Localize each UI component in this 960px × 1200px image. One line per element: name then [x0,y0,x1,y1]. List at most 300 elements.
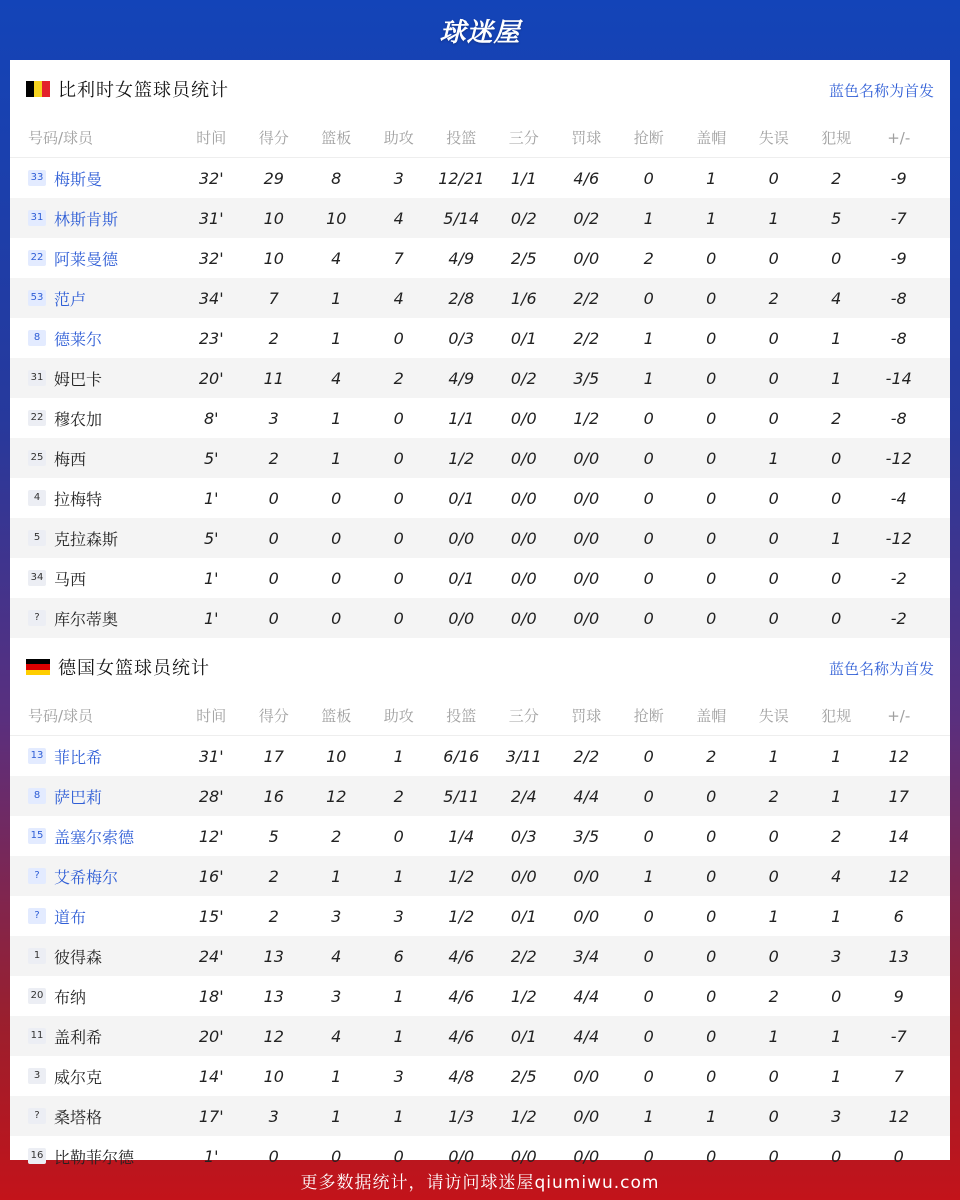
stat-cell: 0 [643,408,654,428]
flag-icon [26,81,50,97]
starter-legend-note: 蓝色名称为首发 [828,660,934,678]
stat-cell: 1 [706,1106,717,1126]
stat-cell: 10 [326,208,347,228]
stat-cell: 0 [331,1146,342,1166]
stat-cell: 2 [393,786,404,806]
stat-cell: 0 [706,568,717,588]
stat-cell: 0 [331,528,342,548]
stat-cell: 1 [831,786,842,806]
stat-cell: 1' [203,488,219,508]
top-bar [0,0,960,60]
stat-cell: -2 [890,608,907,628]
jersey-number-badge: 20 [28,988,46,1004]
stat-cell: 0 [706,408,717,428]
stat-cell: 0/1 [510,328,537,348]
stat-cell: 0/0 [510,448,537,468]
player-row[interactable] [10,558,950,598]
player-row[interactable] [10,598,950,638]
stat-cell: 1 [706,168,717,188]
player-name[interactable]: 穆农加 [54,409,103,429]
player-row[interactable] [10,976,950,1016]
jersey-number-badge: 8 [28,330,46,346]
stat-cell: 23' [198,328,224,348]
stat-cell: 12/21 [438,168,485,188]
stat-cell: 18' [198,986,224,1006]
stat-cell: 0 [393,1146,404,1166]
stat-cell: 1 [643,866,654,886]
stat-cell: 16 [263,786,284,806]
player-cell [10,905,180,928]
stat-cell: 8 [331,168,342,188]
stat-cell: 0 [268,1146,279,1166]
player-name[interactable]: 道布 [54,907,87,927]
stat-cell: 0 [706,448,717,468]
stat-cell: 0 [706,608,717,628]
stat-cell: 4/6 [448,1026,475,1046]
stat-cell: -4 [890,488,907,508]
flag-stripe [42,81,50,97]
player-cell [10,985,180,1008]
column-header: 号码/球员 [28,129,94,147]
player-row[interactable] [10,816,950,856]
stat-cell: 2 [643,248,654,268]
player-row[interactable] [10,518,950,558]
player-cell [10,865,180,888]
starter-legend-note: 蓝色名称为首发 [828,82,934,100]
stat-cell: 2 [768,986,779,1006]
column-header: 失误 [758,129,789,147]
stat-cell: 0 [643,288,654,308]
player-row[interactable] [10,478,950,518]
player-name[interactable]: 比勒菲尔德 [54,1147,135,1167]
stat-cell: 9 [893,986,904,1006]
stat-cell: 7 [268,288,279,308]
stat-cell: 14' [198,1066,224,1086]
stat-cell: 0 [643,168,654,188]
jersey-number-badge: 16 [28,1148,46,1164]
stat-cell: 1 [643,328,654,348]
jersey-number-badge: 34 [28,570,46,586]
stat-cell: 1 [643,1106,654,1126]
player-name[interactable]: 姆巴卡 [54,369,103,389]
stat-cell: 3/11 [505,746,542,766]
stat-cell: 1/2 [573,408,600,428]
stat-cell: 0/0 [510,608,537,628]
jersey-number-badge: 31 [28,210,46,226]
flag-stripe [26,81,34,97]
stat-cell: 4/4 [573,1026,600,1046]
section-title: 德国女篮球员统计 [58,658,210,679]
stat-cell: 2/2 [573,288,600,308]
stat-cell: 31' [198,208,224,228]
stat-cell: 0 [768,408,779,428]
stat-cell: 0 [643,1066,654,1086]
stat-cell: 34' [198,288,224,308]
stat-cell: 5/11 [443,786,480,806]
table-header-row [10,696,950,736]
stat-cell: 3/5 [573,368,600,388]
column-header: 盖帽 [696,129,727,147]
jersey-number-badge: 53 [28,290,46,306]
stat-cell: 1/2 [510,1106,537,1126]
stat-cell: 1 [393,866,404,886]
player-name[interactable]: 阿莱曼德 [54,249,119,269]
player-name[interactable]: 艾希梅尔 [54,867,119,887]
stat-cell: 7 [893,1066,904,1086]
jersey-number-badge: ? [28,868,46,884]
stat-cell: 6/16 [443,746,480,766]
column-header: 时间 [196,707,227,725]
player-cell [10,287,180,310]
stat-cell: 20' [198,368,224,388]
stat-cell: 0 [706,248,717,268]
stat-cell: 29 [263,168,284,188]
stat-cell: 2 [768,288,779,308]
stat-cell: 0/0 [448,528,475,548]
stat-cell: 1/1 [510,168,537,188]
stat-cell: 12 [263,1026,284,1046]
stat-cell: 4 [331,368,342,388]
jersey-number-badge: 25 [28,450,46,466]
stat-cell: 32' [198,248,224,268]
column-header: 盖帽 [696,707,727,725]
section-title: 比利时女篮球员统计 [58,80,229,101]
player-cell [10,1025,180,1048]
stat-cell: 1 [331,1106,342,1126]
stat-cell: 3 [331,986,342,1006]
jersey-number-badge: 11 [28,1028,46,1044]
stat-cell: 0 [768,608,779,628]
stat-cell: 4 [393,288,404,308]
stat-cell: -12 [885,448,912,468]
player-row[interactable] [10,278,950,318]
player-name[interactable]: 桑塔格 [54,1107,103,1127]
stat-cell: 0 [706,946,717,966]
stat-cell: 10 [263,208,284,228]
player-row[interactable] [10,1056,950,1096]
stat-cell: 0 [706,826,717,846]
player-name[interactable]: 布纳 [54,987,87,1007]
stat-cell: 14 [888,826,909,846]
player-cell [10,207,180,230]
player-row[interactable] [10,936,950,976]
stat-cell: 0 [768,1066,779,1086]
stat-cell: 4/6 [448,986,475,1006]
section-header [10,60,950,118]
stat-cell: 0/0 [510,408,537,428]
player-cell [10,785,180,808]
stat-cell: 2/5 [510,1066,537,1086]
column-header: 得分 [258,129,289,147]
stat-cell: 0 [643,528,654,548]
player-cell [10,1105,180,1128]
player-name[interactable]: 梅斯曼 [54,169,103,189]
stat-cell: 0/1 [510,1026,537,1046]
player-cell [10,447,180,470]
stat-cell: 0 [768,568,779,588]
stat-cell: 0/1 [510,906,537,926]
stat-cell: 0 [831,248,842,268]
stat-cell: 0 [393,488,404,508]
stats-panel [10,60,950,1167]
player-row[interactable] [10,438,950,478]
player-name[interactable]: 马西 [54,569,87,589]
stat-cell: 0 [706,1066,717,1086]
stat-cell: 0 [768,528,779,548]
player-name[interactable]: 德莱尔 [54,329,103,349]
player-cell [10,607,180,630]
player-cell [10,1065,180,1088]
stat-cell: 3 [268,1106,279,1126]
column-header: +/- [887,128,911,147]
jersey-number-badge: 22 [28,410,46,426]
stat-cell: 1 [831,1066,842,1086]
jersey-number-badge: 33 [28,170,46,186]
stat-cell: 3 [393,168,404,188]
stat-cell: 5' [203,528,219,548]
stat-cell: -7 [890,1026,907,1046]
column-header: 罚球 [571,129,602,147]
stat-cell: 0 [643,786,654,806]
stat-cell: 4 [831,288,842,308]
stat-cell: 0/1 [448,488,475,508]
stat-cell: 0 [831,986,842,1006]
stat-cell: 0 [706,906,717,926]
stat-cell: 1 [643,368,654,388]
column-header: 三分 [508,129,539,147]
jersey-number-badge: 22 [28,250,46,266]
stat-cell: 4 [331,248,342,268]
player-row[interactable] [10,1016,950,1056]
stat-cell: 0 [643,448,654,468]
stat-cell: 1 [768,1026,779,1046]
stat-cell: 2 [831,168,842,188]
player-row[interactable] [10,1096,950,1136]
stat-cell: 0 [643,906,654,926]
stat-cell: 0 [331,608,342,628]
stat-cell: 1 [831,906,842,926]
stat-cell: 1/2 [448,906,475,926]
team-section [10,638,950,1176]
stat-cell: 1 [393,1106,404,1126]
player-name[interactable]: 威尔克 [54,1067,103,1087]
stat-cell: 0 [706,986,717,1006]
column-header: 时间 [196,129,227,147]
stats-table [10,696,950,1176]
stat-cell: 2/8 [448,288,475,308]
player-row[interactable] [10,198,950,238]
site-logo[interactable]: 球迷屋 [439,17,521,48]
stat-cell: 12 [888,746,909,766]
player-row[interactable] [10,736,950,776]
stat-cell: 0/0 [510,568,537,588]
stat-cell: 4 [831,866,842,886]
stat-cell: 0/0 [448,608,475,628]
player-cell [10,247,180,270]
player-name[interactable]: 梅西 [54,449,87,469]
stat-cell: 0 [393,528,404,548]
stat-cell: 0 [706,328,717,348]
player-name[interactable]: 菲比希 [54,747,103,767]
player-name[interactable]: 彼得森 [54,947,103,967]
stat-cell: 4/6 [448,946,475,966]
column-header: 助攻 [383,707,414,725]
stat-cell: 0 [706,1026,717,1046]
stat-cell: 0 [768,866,779,886]
stat-cell: 1 [643,208,654,228]
stat-cell: 32' [198,168,224,188]
footer-banner [0,1160,960,1200]
player-row[interactable] [10,358,950,398]
stat-cell: 0/3 [510,826,537,846]
stat-cell: 0 [268,488,279,508]
stat-cell: 5 [831,208,842,228]
stat-cell: -8 [890,288,907,308]
stat-cell: 0 [768,946,779,966]
player-cell [10,945,180,968]
player-row[interactable] [10,318,950,358]
stat-cell: 2 [393,368,404,388]
stat-cell: 0 [768,1146,779,1166]
stat-cell: 15' [198,906,224,926]
player-row[interactable] [10,896,950,936]
column-header: 犯规 [821,129,852,147]
flag-stripe [26,670,50,675]
player-cell [10,487,180,510]
player-name[interactable]: 范卢 [54,289,87,309]
player-name[interactable]: 林斯肯斯 [54,209,119,229]
stat-cell: 0 [893,1146,904,1166]
player-row[interactable] [10,398,950,438]
stat-cell: 1/4 [448,826,475,846]
stat-cell: 0 [706,288,717,308]
stat-cell: 1 [331,866,342,886]
column-header: 号码/球员 [28,707,94,725]
stat-cell: 2/2 [573,746,600,766]
player-cell [10,745,180,768]
stat-cell: 3/5 [573,826,600,846]
stat-cell: 3 [268,408,279,428]
footer-text[interactable]: 更多数据统计，请访问球迷屋qiumiwu.com [300,1172,660,1193]
stat-cell: 0 [643,946,654,966]
stat-cell: 0 [643,1146,654,1166]
jersey-number-badge: ? [28,1108,46,1124]
stat-cell: 0/0 [573,1106,600,1126]
stat-cell: 3 [331,906,342,926]
stat-cell: 1' [203,1146,219,1166]
stat-cell: 3 [393,1066,404,1086]
flag-stripe [34,81,42,97]
jersey-number-badge: 31 [28,370,46,386]
section-header [10,638,950,696]
stat-cell: 0 [768,826,779,846]
column-header: 篮板 [321,707,352,725]
player-cell [10,825,180,848]
stat-cell: 1 [331,408,342,428]
stat-cell: 16' [198,866,224,886]
stat-cell: 8' [203,408,219,428]
player-name[interactable]: 萨巴莉 [54,787,103,807]
stat-cell: 0/2 [510,368,537,388]
stat-cell: 20' [198,1026,224,1046]
stat-cell: 1 [768,906,779,926]
column-header: 得分 [258,707,289,725]
stat-cell: 6 [393,946,404,966]
stat-cell: 0 [643,826,654,846]
player-name[interactable]: 拉梅特 [54,489,103,509]
stat-cell: 13 [263,986,284,1006]
stat-cell: 2 [268,448,279,468]
stat-cell: -8 [890,408,907,428]
stat-cell: 0 [393,568,404,588]
stat-cell: 2/2 [573,328,600,348]
player-name[interactable]: 盖塞尔索德 [54,827,135,847]
stat-cell: 0 [643,608,654,628]
stat-cell: 0 [643,986,654,1006]
stat-cell: -9 [890,248,907,268]
jersey-number-badge: 13 [28,748,46,764]
player-row[interactable] [10,158,950,198]
player-cell [10,367,180,390]
player-row[interactable] [10,238,950,278]
player-name[interactable]: 盖利希 [54,1027,103,1047]
stat-cell: 0/1 [448,568,475,588]
stat-cell: 1 [768,208,779,228]
stat-cell: 4/8 [448,1066,475,1086]
stat-cell: 28' [198,786,224,806]
stat-cell: 0 [831,1146,842,1166]
stat-cell: 3/4 [573,946,600,966]
stat-cell: 0 [831,448,842,468]
stat-cell: -12 [885,528,912,548]
player-cell [10,527,180,550]
player-name[interactable]: 库尔蒂奥 [54,609,119,629]
column-header: 抢断 [633,707,664,725]
player-row[interactable] [10,776,950,816]
stat-cell: 1 [831,368,842,388]
stat-cell: 3 [831,946,842,966]
stat-cell: 1/2 [448,448,475,468]
player-row[interactable] [10,856,950,896]
stat-cell: 12' [198,826,224,846]
stat-cell: 0/0 [573,1146,600,1166]
stat-cell: 4/9 [448,368,475,388]
stat-cell: 4 [393,208,404,228]
jersey-number-badge: 1 [28,948,46,964]
stat-cell: 4/9 [448,248,475,268]
stat-cell: 1 [768,448,779,468]
stat-cell: 2 [768,786,779,806]
stat-cell: 0/0 [510,528,537,548]
stat-cell: 0/2 [510,208,537,228]
stat-cell: -8 [890,328,907,348]
stat-cell: 1/1 [448,408,475,428]
stat-cell: 0/0 [510,488,537,508]
stat-cell: 2/2 [510,946,537,966]
stat-cell: 0 [768,488,779,508]
jersey-number-badge: 15 [28,828,46,844]
stat-cell: 0 [268,568,279,588]
stat-cell: 1/2 [448,866,475,886]
player-name[interactable]: 克拉森斯 [54,529,119,549]
stat-cell: 0/0 [510,866,537,886]
stat-cell: 1 [393,986,404,1006]
stat-cell: -2 [890,568,907,588]
stat-cell: 1 [706,208,717,228]
stat-cell: 1 [831,528,842,548]
stat-cell: 0 [643,1026,654,1046]
stat-cell: 17 [888,786,909,806]
